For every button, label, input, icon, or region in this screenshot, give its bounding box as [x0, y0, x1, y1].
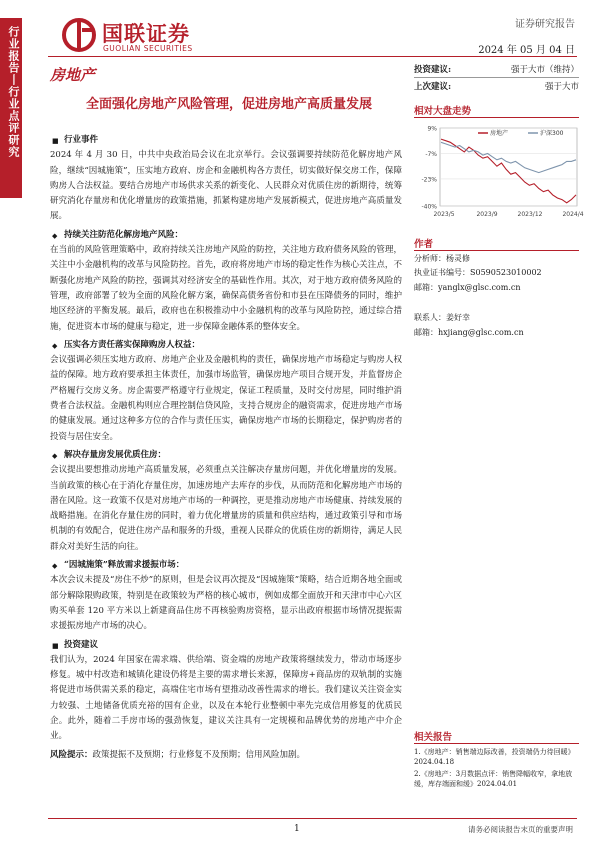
- report-body: [50, 133, 402, 763]
- chart-y-tick-label: -7%: [425, 150, 437, 158]
- brand-name-cn: 国联证券: [102, 22, 190, 46]
- author-1-cert: 执业证书编号：S0590523010002: [414, 268, 542, 277]
- chart-heading-rule: [414, 117, 579, 118]
- chart-heading: 相对大盘走势: [414, 106, 472, 117]
- report-category-banner: [0, 18, 22, 198]
- chart-x-tick-label: 2024/4: [562, 211, 584, 218]
- page-number: 1: [294, 824, 300, 834]
- industry-name: 房地产: [50, 66, 96, 84]
- chart-legend-label: 房地产: [490, 130, 509, 137]
- author-1-email[interactable]: 邮箱：yanglx@glsc.com.cn: [414, 283, 521, 292]
- risk-notice: [50, 748, 402, 763]
- footer-divider: [48, 818, 577, 819]
- subsection-heading-responsibility: ◆ 压实各方责任落实保障购房人权益：: [64, 338, 402, 353]
- subsection-heading-city-policy: ◆ “因城施策”释放需求援振市场：: [64, 558, 402, 573]
- chart-legend-label: 沪深300: [540, 130, 564, 137]
- chart-y-tick-label: -23%: [421, 176, 437, 184]
- author-1-role: 分析师：杨灵修: [414, 254, 470, 263]
- chart-y-tick-label: 9%: [427, 125, 437, 133]
- author-2-email[interactable]: 邮箱：hxjiang@glsc.com.cn: [414, 328, 524, 337]
- chart-series-line: [441, 139, 576, 203]
- rating-previous-label: 上次建议:: [414, 82, 452, 92]
- chart-x-tick-label: 2023/9: [476, 211, 498, 218]
- author-2-role: 联系人：姜好幸: [414, 313, 470, 322]
- rating-current-label: 投资建议:: [414, 65, 452, 75]
- rating-current-value: 强于大市（维持）: [510, 65, 579, 75]
- chart-x-tick-label: 2023/12: [517, 211, 543, 218]
- chart-series-line: [441, 142, 576, 172]
- risk-label: 风险提示：: [50, 749, 93, 760]
- subsection-text-city-policy: 本次会议未提及“房住不炒”的原则，但是会议再次提及“因城施策”策略，结合近期各地全面或部分解除限购政策，特别是在政策较为严格的核心城市，例如成都全面放开和天津市中心六区购买单套 120 平方米以上新建商品住房不再核验购房资格，显示出政府根据市场情况提振需求援振房地产市场的决心。: [50, 575, 402, 632]
- authors-heading-rule: [414, 250, 579, 251]
- related-report-item[interactable]: 2.《房地产：3月数据点评：销售降幅收窄，拿地放缓，库存端面和缓》2024.04.01: [414, 770, 573, 788]
- related-reports-rule: [414, 743, 579, 744]
- document-type: 证券研究报告: [515, 19, 575, 30]
- risk-text: 政策提振不及预期；行业修复不及预期；信用风险加剧。: [92, 749, 306, 760]
- chart-x-tick-label: 2023/5: [433, 211, 455, 218]
- section-heading-investment: ■ 投资建议: [64, 638, 402, 653]
- subsection-heading-inventory: ◆ 解决存量房发展优质住房：: [64, 448, 402, 463]
- authors-heading: 作者: [414, 239, 434, 250]
- subsection-text-responsibility: 会议强调必须压实地方政府、房地产企业及金融机构的责任，确保房地产市场稳定与购房人权益的保障。地方政府要承担主体责任，加强市场监管，确保房地产项目合规开发，并监督房企严格履行交房义务。房企需要严格遵守行业规定，保证工程质量，及时交付房屋，同时维护消费者合法权益。金融机构则应合理控制信贷风险，支持合规房企的融资需求，促进房地产市场的健康发展。通过这种多方位的合作与责任压实，确保房地产市场的长期稳定，保护购房者的投资与居住安全。: [50, 355, 402, 442]
- related-reports-heading: 相关报告: [414, 732, 453, 743]
- rating-divider: [414, 77, 579, 78]
- rating-previous-value: 强于大市: [544, 82, 579, 92]
- disclaimer-note: 请务必阅读报告末页的重要声明: [468, 825, 573, 834]
- header-divider: [48, 56, 577, 57]
- brand-name-en: GUOLIAN SECURITIES: [103, 44, 193, 53]
- report-title: 全面强化房地产风险管理，促进房地产高质量发展: [86, 97, 373, 112]
- related-report-item[interactable]: 1.《房地产：销售端边际改善，投资端仍力待回暖》2024.04.18: [414, 748, 575, 766]
- subsection-text-risk: 在当前的风险管理策略中，政府持续关注房地产风险的防控，关注地方政府债务风险的管理，关注中小金融机构的改革与风险防控。首先，政府将房地产市场的稳定性作为核心关注点，不断强化房地产风险的防控，强调其对经济安全的基础性作用。其次，对于地方政府债务风险的管理，政府部署了较为全面的风险化解方案，确保高债务省份和市县在压降债务的同时，维护地区经济的平衡发展。最后，政府也在积极推动中小金融机构的改革与风险防控，通过综合措施，促进资本市场的健康与稳定，进一步保障金融体系的整体安全。: [50, 245, 402, 332]
- section-heading-event: ■ 行业事件: [64, 133, 402, 148]
- subsection-heading-risk: ◆ 持续关注防范化解房地产风险：: [64, 228, 402, 243]
- section-text-event: 2024 年 4 月 30 日，中共中央政治局会议在北京举行。会议强调要持续防范化解房地产风险，继续“因城施策”，压实地方政府、房企和金融机构各方责任，切实做好保交房工作，保障购房人合法权益。要结合房地产市场供求关系的新变化、人民群众对优质住房的新期待，统筹研究消化存量房和优化增量房的政策措施，抓紧构建房地产发展新模式，促进房地产高质量发展。: [50, 150, 402, 222]
- section-text-investment: 我们认为，2024 年国家在需求端、供给端、资金端的房地产政策将继续发力，带动市场逐步修复。城中村改造和城镇化建设仍将是主要的需求增长来源，保障房+商品房的双轨制的实施将促进市场供需关系的稳定，高端住宅市场有望推动改善性需求的增长。我们建议关注资金实力较强、土地储备优质充裕的国有企业，以及在本轮行业整顿中率先完成信用修复的优质民企。此外，随着二手房市场的强劲恢复，建议关注具有一定规模和品牌优势的房地产中介企业。: [50, 654, 402, 742]
- logo-emblem-icon: [62, 18, 96, 52]
- chart-y-tick-label: -40%: [421, 203, 437, 211]
- report-date: 2024 年 05 月 04 日: [478, 45, 575, 56]
- relative-performance-chart: [414, 122, 584, 222]
- report-category-text: 行业报告丨行业点评研究: [7, 26, 20, 158]
- subsection-text-inventory: 会议提出要想推动房地产高质量发展，必须重点关注解决存量房问题，并优化增量房的发展。当前政策的核心在于消化存量住房，加速房地产去库存的步伐，从而防范和化解房地产市场的潜在风险。这一政策不仅是对房地产市场的一种调控，更是推动房地产市场健康、持续发展的战略措施。在消化存量住房的同时，着力优化增量房的质量和供应结构，通过政策引导和市场机制的有效配合，促进住房产品和服务的升级，重视人民群众的优质住房的新期待，满足人民群众对美好生活的向往。: [50, 465, 402, 552]
